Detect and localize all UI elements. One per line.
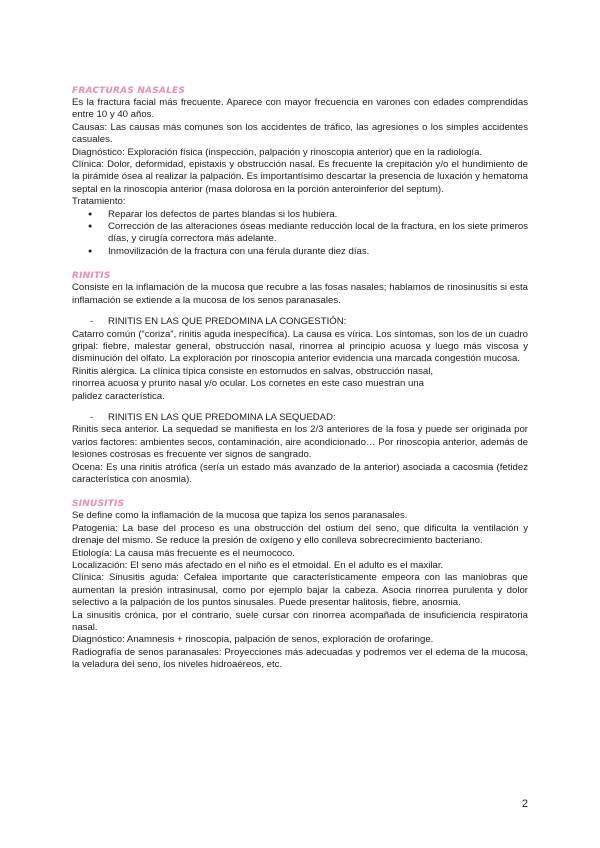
paragraph: Patogenia: La base del proceso es una obstrucción del ostium del seno, que dificulta la ventilación y drenaje del mismo. Se reduce la presión de oxígeno y ello conlleva sobrecrecimiento bacteriano. [72,522,528,547]
list-item: ● Corrección de las alteraciones óseas mediante reducción local de la fractura, en los siete primeros días, y cirugía correctora más adelante. [72,221,528,246]
paragraph-line: Rinitis alérgica. La clínica típica consiste en estornudos en salvas, obstrucción nasal, [72,365,434,377]
paragraph: Es la fractura facial más frecuente. Aparece con mayor frecuencia en varones con edades comprendidas entre 10 y 40 años. [72,97,528,121]
subheading-sequedad: - RINITIS EN LAS QUE PREDOMINA LA SEQUEDAD: [72,412,528,424]
paragraph: Clínica: Sinusitis aguda: Cefalea importante que característicamente empeora con las maniobras que aumentan la presión intrasinusal, como por ejemplo bajar la cabeza. Asocia rinorrea purulenta y dolor selectivo a la palpación de los puntos sinusales. Puede presentar halitosis, fiebre, anosmia. [72,572,528,609]
paragraph: Clínica: Dolor, deformidad, epistaxis y obstrucción nasal. Es frecuente la crepitación y/o el hundimiento de la pirámide ósea al realizar la palpación. Es importantísimo descartar la presencia de luxación y hematoma septal en la rinoscopia anterior (masa dolorosa en la porción anteroinferior del septum). [72,159,528,195]
treatment-list [72,209,528,259]
paragraph: Diagnóstico: Exploración física (inspección, palpación y rinoscopia anterior) que en la radiología. [72,146,483,158]
subheading-congestion: - RINITIS EN LAS QUE PREDOMINA LA CONGESTIÓN: [72,316,528,328]
paragraph-line: rinorrea acuosa y prurito nasal y/o ocular. Los cornetes en este caso muestran una [72,378,424,390]
paragraph: Catarro común (“coriza”, rinitis aguda inespecífica). La causa es vírica. Los síntomas, son los de un cuadro gripal: fiebre, malestar general, obstrucción nasal, rinorrea al principio acuosa y luego más viscosa y disminución del olfato. La exploración por rinoscopia anterior evidencia una marcada congestión mucosa. [72,328,528,365]
paragraph: La sinusitis crónica, por el contrario, suele cursar con rinorrea acompañada de insuficiencia respiratoria nasal. [72,609,528,634]
paragraph: Localización: El seno más afectado en el niño es el etmoidal. En el adulto es el maxilar. [72,560,444,571]
section-heading-sinusitis: SINUSITIS [72,499,125,510]
paragraph: Consiste en la inflamación de la mucosa que recubre a las fosas nasales; hablamos de rinosinusitis si esta inflamación se extiende a la mucosa de los senos paranasales. [72,282,528,306]
page-content [72,85,528,672]
paragraph: Tratamiento: [72,196,126,208]
paragraph: Etiología: La causa más frecuente es el neumococo. [72,547,295,559]
paragraph: Radiografía de senos paranasales: Proyecciones más adecuadas y podremos ver el edema de la mucosa, la veladura del seno, los niveles hidroaéreos, etc. [72,646,528,671]
paragraph: Se define como la inflamación de la mucosa que tapiza los senos paranasales. [72,510,408,522]
paragraph: Diagnóstico: Anamnesis + rinoscopia, palpación de senos, exploración de orofaringe. [72,634,434,646]
paragraph: Rinitis seca anterior. La sequedad se manifiesta en los 2/3 anteriores de la fosa y puede ser originada por varios factores: ambientes secos, contaminación, aire acondicionado… Por rinoscopia anterior, además de lesiones costrosas es frecuente ver signos de sangrado. [72,424,528,461]
page-number: 2 [521,798,528,810]
paragraph: Ocena: Es una rinitis atrófica (sería un estado más avanzado de la anterior) asociada a cacosmia (fetidez característica con anosmia). [72,461,528,485]
list-item: ● Inmovilización de la fractura con una férula durante diez días. [72,246,528,258]
paragraph-line: palidez característica. [72,390,165,402]
list-item: ● Reparar los defectos de partes blandas si los hubiera. [72,209,528,221]
section-heading-rinitis: RINITIS [72,271,111,282]
section-heading-fracturas: FRACTURAS NASALES [72,86,186,96]
paragraph: Causas: Las causas más comunes son los accidentes de tráfico, las agresiones o los simples accidentes casuales. [72,121,528,146]
